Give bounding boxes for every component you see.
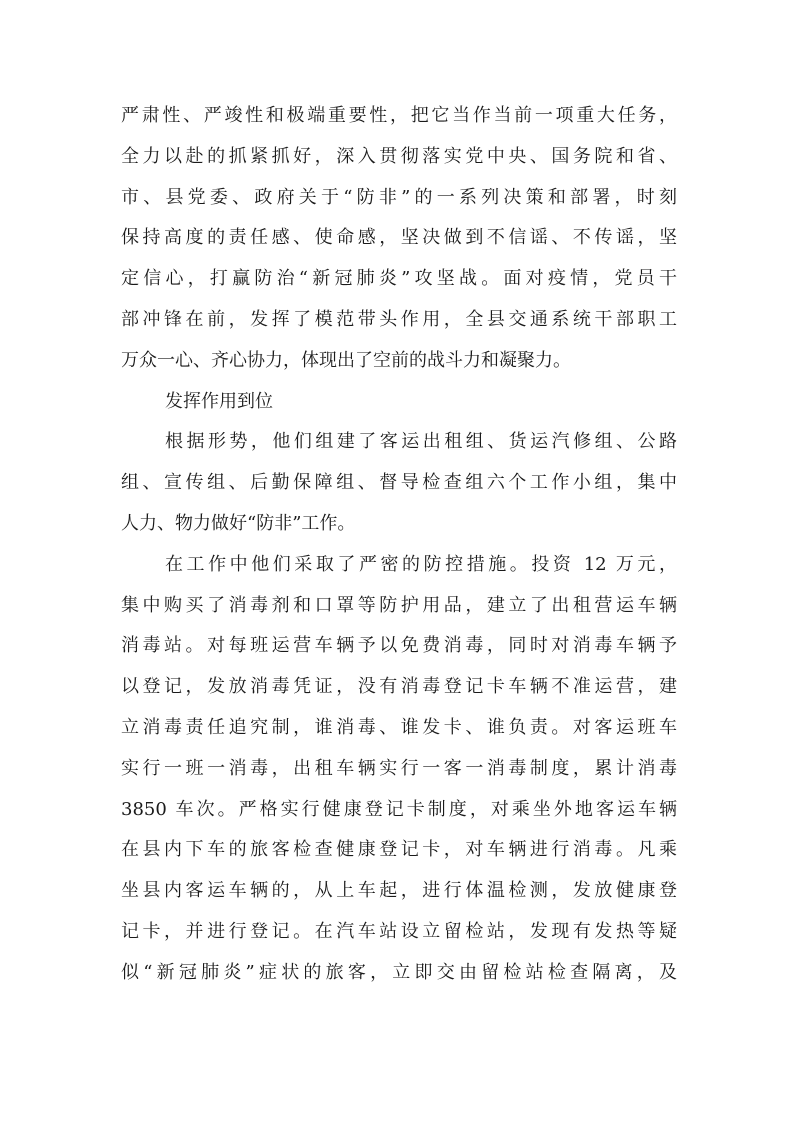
text-line: 万众一心、齐心协力，体现出了空前的战斗力和凝聚力。 bbox=[121, 349, 571, 371]
text-line: 坐县内客运车辆的，从上车起，进行体温检测，发放健康登 bbox=[121, 880, 677, 902]
text-line: 似“新冠肺炎”症状的旅客，立即交由留检站检查隔离，及 bbox=[121, 961, 677, 983]
section-heading: 发挥作用到位 bbox=[165, 390, 273, 412]
text-line: 消毒站。对每班运营车辆予以免费消毒，同时对消毒车辆予 bbox=[121, 635, 677, 657]
text-line: 定信心，打赢防治“新冠肺炎”攻坚战。面对疫情，党员干 bbox=[121, 268, 677, 290]
document-body bbox=[121, 96, 677, 994]
text-line: 严肃性、严竣性和极端重要性，把它当作当前一项重大任务， bbox=[121, 105, 677, 126]
text-line: 在县内下车的旅客检查健康登记卡，对车辆进行消毒。凡乘 bbox=[121, 839, 677, 861]
text-line: 以登记，发放消毒凭证，没有消毒登记卡车辆不准运营，建 bbox=[121, 676, 677, 698]
text-line: 市、县党委、政府关于“防非”的一系列决策和部署，时刻 bbox=[121, 186, 677, 208]
text-line: 集中购买了消毒剂和口罩等防护用品，建立了出租营运车辆 bbox=[121, 594, 677, 616]
text-line: 全力以赴的抓紧抓好，深入贯彻落实党中央、国务院和省、 bbox=[121, 145, 677, 167]
text-line: 组、宣传组、后勤保障组、督导检查组六个工作小组，集中 bbox=[121, 472, 677, 494]
text-line: 根据形势，他们组建了客运出租组、货运汽修组、公路 bbox=[165, 431, 677, 453]
text-line: 3850 车次。严格实行健康登记卡制度，对乘坐外地客运车辆 bbox=[121, 798, 677, 820]
text-line: 记卡，并进行登记。在汽车站设立留检站，发现有发热等疑 bbox=[121, 920, 677, 942]
text-line: 部冲锋在前，发挥了模范带头作用，全县交通系统干部职工 bbox=[121, 308, 677, 330]
text-line: 在工作中他们采取了严密的防控措施。投资 12 万元， bbox=[165, 553, 677, 575]
text-line: 实行一班一消毒，出租车辆实行一客一消毒制度，累计消毒 bbox=[121, 757, 677, 779]
text-line: 保持高度的责任感、使命感，坚决做到不信谣、不传谣，坚 bbox=[121, 227, 677, 249]
text-line: 人力、物力做好“防非”工作。 bbox=[121, 512, 356, 534]
text-line: 立消毒责任追究制，谁消毒、谁发卡、谁负责。对客运班车 bbox=[121, 716, 677, 738]
